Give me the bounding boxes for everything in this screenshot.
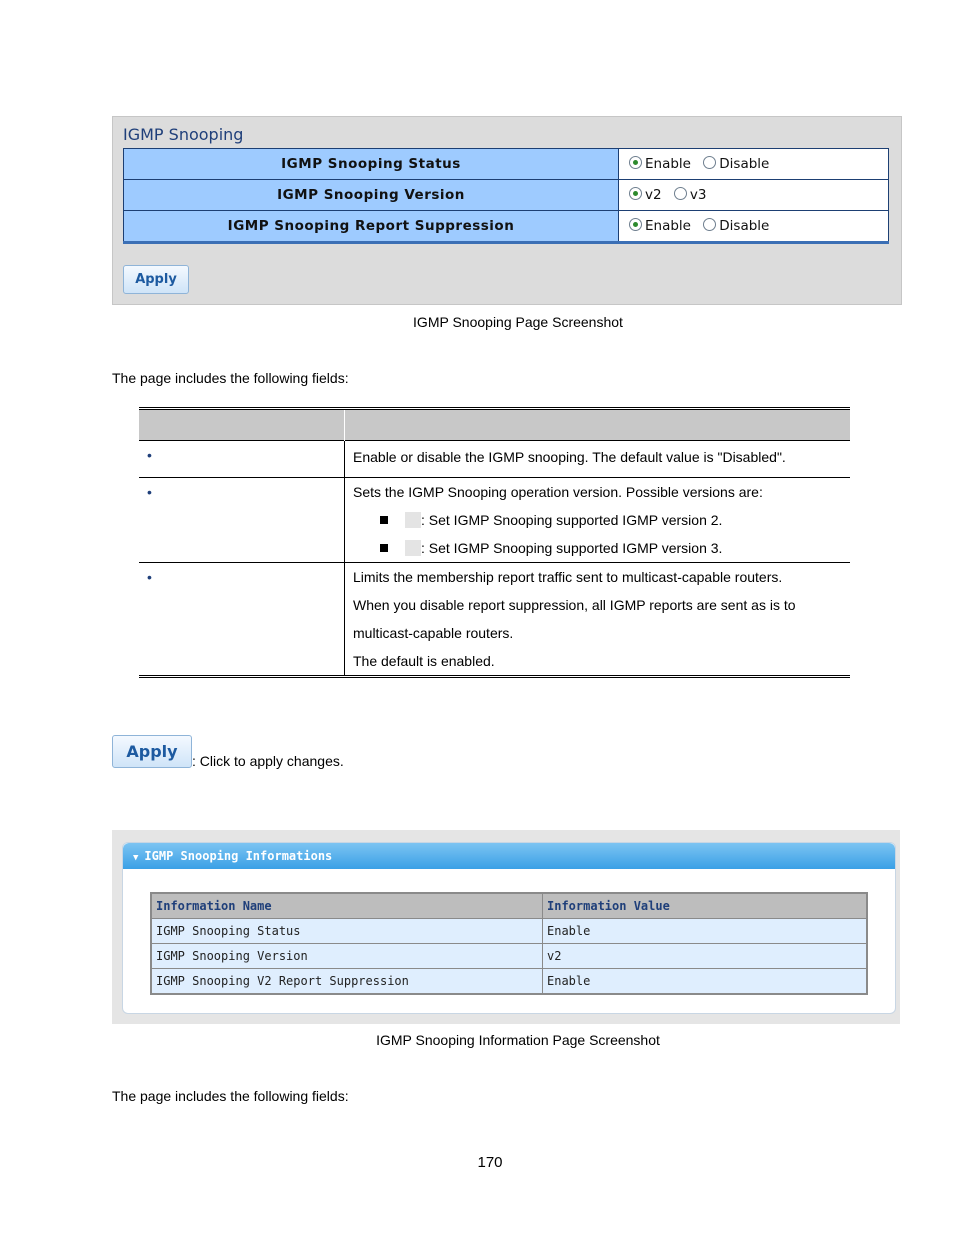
panel-header[interactable] (123, 843, 895, 869)
config-label: IGMP Snooping Status (124, 149, 619, 180)
config-value (619, 180, 889, 211)
radio-selected-icon[interactable] (629, 187, 642, 200)
panel-title: IGMP Snooping Informations (144, 849, 333, 863)
info-name-cell: IGMP Snooping Version (151, 944, 543, 969)
version-subitem: : Set IGMP Snooping supported IGMP version 2. (353, 506, 850, 534)
field-row (139, 478, 850, 563)
info-value-header: Information Value (543, 893, 868, 919)
field-object (139, 563, 345, 677)
table-row (151, 919, 867, 944)
description-line: multicast-capable routers. (353, 625, 514, 641)
square-bullet-icon (380, 516, 388, 524)
redacted-value (405, 512, 421, 528)
fields-table (139, 407, 850, 678)
info-header-row (151, 893, 867, 919)
radio-icon[interactable] (703, 156, 716, 169)
igmp-info-screenshot (112, 830, 900, 1024)
info-name-header: Information Name (151, 893, 543, 919)
figure-caption: IGMP Snooping Page Screenshot (413, 314, 623, 330)
igmp-snooping-screenshot (112, 116, 902, 305)
table-row (151, 944, 867, 969)
field-object (139, 441, 345, 478)
radio-icon[interactable] (674, 187, 687, 200)
version-v2-option[interactable]: v2 (629, 187, 662, 203)
section-title: IGMP Snooping (123, 125, 244, 144)
description-line: Sets the IGMP Snooping operation version. Possible versions are: (353, 484, 763, 500)
apply-button-example[interactable]: Apply (112, 735, 192, 768)
apply-description: : Click to apply changes. (192, 753, 344, 769)
fields-header-row (139, 409, 850, 441)
apply-button[interactable]: Apply (123, 265, 189, 294)
config-label: IGMP Snooping Version (124, 180, 619, 211)
bullet-icon: • (147, 447, 152, 463)
info-value-cell: v2 (543, 944, 868, 969)
version-subitem: : Set IGMP Snooping supported IGMP version 3. (353, 534, 850, 562)
suppression-disable-option[interactable]: Disable (703, 218, 769, 234)
config-value (619, 211, 889, 243)
field-object (139, 478, 345, 563)
suppression-enable-option[interactable]: Enable (629, 218, 691, 234)
field-description (345, 441, 851, 478)
redacted-value (405, 540, 421, 556)
description-line: Limits the membership report traffic sent to multicast-capable routers. (353, 569, 783, 585)
intro-text: The page includes the following fields: (112, 370, 349, 386)
config-value (619, 149, 889, 180)
config-row-report-suppression (124, 211, 889, 243)
description-line: Enable or disable the IGMP snooping. The default value is "Disabled". (353, 449, 786, 465)
info-value-cell: Enable (543, 919, 868, 944)
description-line: When you disable report suppression, all IGMP reports are sent as is to (353, 597, 796, 613)
field-description (345, 478, 851, 563)
info-name-cell: IGMP Snooping V2 Report Suppression (151, 969, 543, 995)
figure-caption: IGMP Snooping Information Page Screenshot (376, 1032, 660, 1048)
config-row-status (124, 149, 889, 180)
version-v3-option[interactable]: v3 (674, 187, 707, 203)
radio-selected-icon[interactable] (629, 218, 642, 231)
description-line: The default is enabled. (353, 653, 495, 669)
page-number: 170 (477, 1154, 503, 1171)
info-name-cell: IGMP Snooping Status (151, 919, 543, 944)
object-header (139, 409, 345, 441)
radio-icon[interactable] (703, 218, 716, 231)
field-row (139, 441, 850, 478)
table-row (151, 969, 867, 995)
field-description (345, 563, 851, 677)
description-header (345, 409, 851, 441)
intro-text: The page includes the following fields: (112, 1088, 349, 1104)
config-label: IGMP Snooping Report Suppression (124, 211, 619, 243)
collapse-arrow-icon[interactable]: ▼ (133, 853, 139, 863)
radio-selected-icon[interactable] (629, 156, 642, 169)
field-row (139, 563, 850, 677)
status-enable-option[interactable]: Enable (629, 156, 691, 172)
bullet-icon: • (147, 484, 152, 500)
bullet-icon: • (147, 569, 152, 585)
info-panel (122, 842, 896, 1014)
info-table (150, 892, 868, 995)
igmp-config-table (123, 148, 889, 244)
status-disable-option[interactable]: Disable (703, 156, 769, 172)
square-bullet-icon (380, 544, 388, 552)
info-value-cell: Enable (543, 969, 868, 995)
config-row-version (124, 180, 889, 211)
